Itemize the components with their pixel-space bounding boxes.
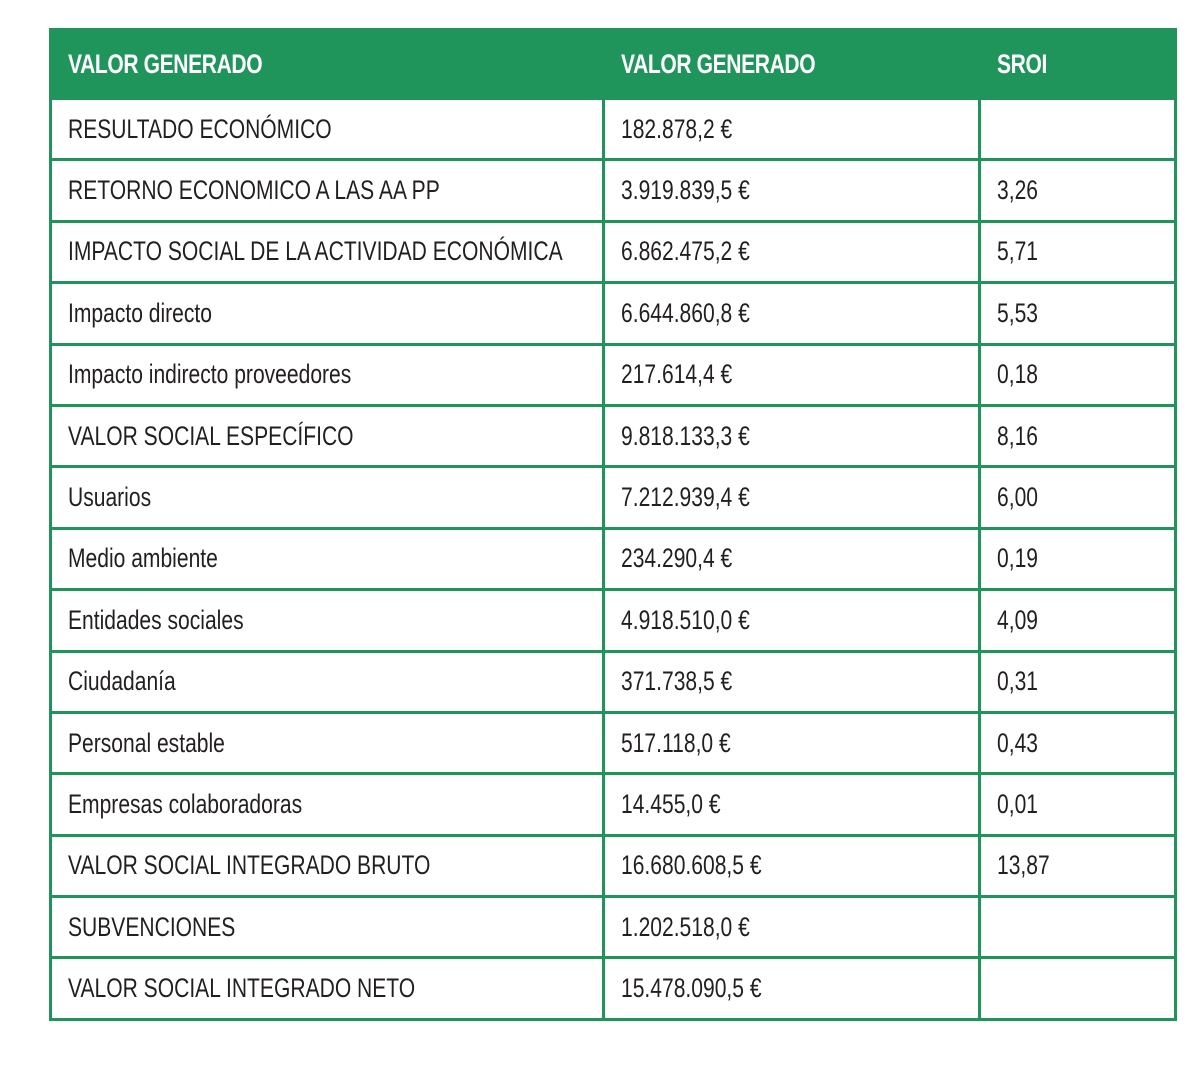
sroi-table-container — [49, 28, 1174, 1021]
row-sroi: 0,43 — [980, 712, 1176, 773]
sroi-table — [49, 28, 1177, 1021]
row-label: VALOR SOCIAL ESPECÍFICO — [51, 405, 604, 466]
row-value: 371.738,5 € — [604, 651, 980, 712]
row-value: 3.919.839,5 € — [604, 160, 980, 221]
row-sroi: 13,87 — [980, 835, 1176, 896]
row-value: 14.455,0 € — [604, 774, 980, 835]
header-value: VALOR GENERADO — [604, 30, 980, 99]
row-value: 517.118,0 € — [604, 712, 980, 773]
row-value: 16.680.608,5 € — [604, 835, 980, 896]
row-label: Impacto indirecto proveedores — [51, 344, 604, 405]
row-sroi: 4,09 — [980, 590, 1176, 651]
row-label: VALOR SOCIAL INTEGRADO NETO — [51, 958, 604, 1019]
table-row — [51, 99, 1176, 160]
header-row — [51, 30, 1176, 99]
table-row — [51, 835, 1176, 896]
table-row — [51, 774, 1176, 835]
table-row — [51, 712, 1176, 773]
row-label: Empresas colaboradoras — [51, 774, 604, 835]
header-sroi: SROI — [980, 30, 1176, 99]
row-value: 7.212.939,4 € — [604, 467, 980, 528]
row-label: Entidades sociales — [51, 590, 604, 651]
table-row — [51, 160, 1176, 221]
row-sroi: 5,71 — [980, 221, 1176, 282]
row-sroi: 0,19 — [980, 528, 1176, 589]
row-label: Personal estable — [51, 712, 604, 773]
table-row — [51, 651, 1176, 712]
row-sroi — [980, 958, 1176, 1019]
row-value: 234.290,4 € — [604, 528, 980, 589]
row-label: SUBVENCIONES — [51, 897, 604, 958]
table-row — [51, 528, 1176, 589]
row-sroi: 5,53 — [980, 283, 1176, 344]
row-label: Ciudadanía — [51, 651, 604, 712]
row-value: 4.918.510,0 € — [604, 590, 980, 651]
row-label: RETORNO ECONOMICO A LAS AA PP — [51, 160, 604, 221]
table-body — [51, 99, 1176, 1020]
table-row — [51, 283, 1176, 344]
table-row — [51, 467, 1176, 528]
row-sroi: 0,31 — [980, 651, 1176, 712]
row-sroi — [980, 99, 1176, 160]
row-label: Impacto directo — [51, 283, 604, 344]
row-sroi: 3,26 — [980, 160, 1176, 221]
table-row — [51, 344, 1176, 405]
row-label: Usuarios — [51, 467, 604, 528]
table-row — [51, 958, 1176, 1019]
table-header — [51, 30, 1176, 99]
row-sroi: 8,16 — [980, 405, 1176, 466]
table-row — [51, 590, 1176, 651]
table-row — [51, 405, 1176, 466]
row-sroi: 0,18 — [980, 344, 1176, 405]
row-sroi — [980, 897, 1176, 958]
row-label: RESULTADO ECONÓMICO — [51, 99, 604, 160]
table-row — [51, 897, 1176, 958]
row-value: 217.614,4 € — [604, 344, 980, 405]
row-value: 1.202.518,0 € — [604, 897, 980, 958]
row-value: 9.818.133,3 € — [604, 405, 980, 466]
row-sroi: 0,01 — [980, 774, 1176, 835]
table-row — [51, 221, 1176, 282]
row-label: Medio ambiente — [51, 528, 604, 589]
row-value: 6.862.475,2 € — [604, 221, 980, 282]
row-sroi: 6,00 — [980, 467, 1176, 528]
row-value: 182.878,2 € — [604, 99, 980, 160]
row-label: IMPACTO SOCIAL DE LA ACTIVIDAD ECONÓMICA — [51, 221, 604, 282]
row-label: VALOR SOCIAL INTEGRADO BRUTO — [51, 835, 604, 896]
header-concept: VALOR GENERADO — [51, 30, 604, 99]
row-value: 15.478.090,5 € — [604, 958, 980, 1019]
row-value: 6.644.860,8 € — [604, 283, 980, 344]
